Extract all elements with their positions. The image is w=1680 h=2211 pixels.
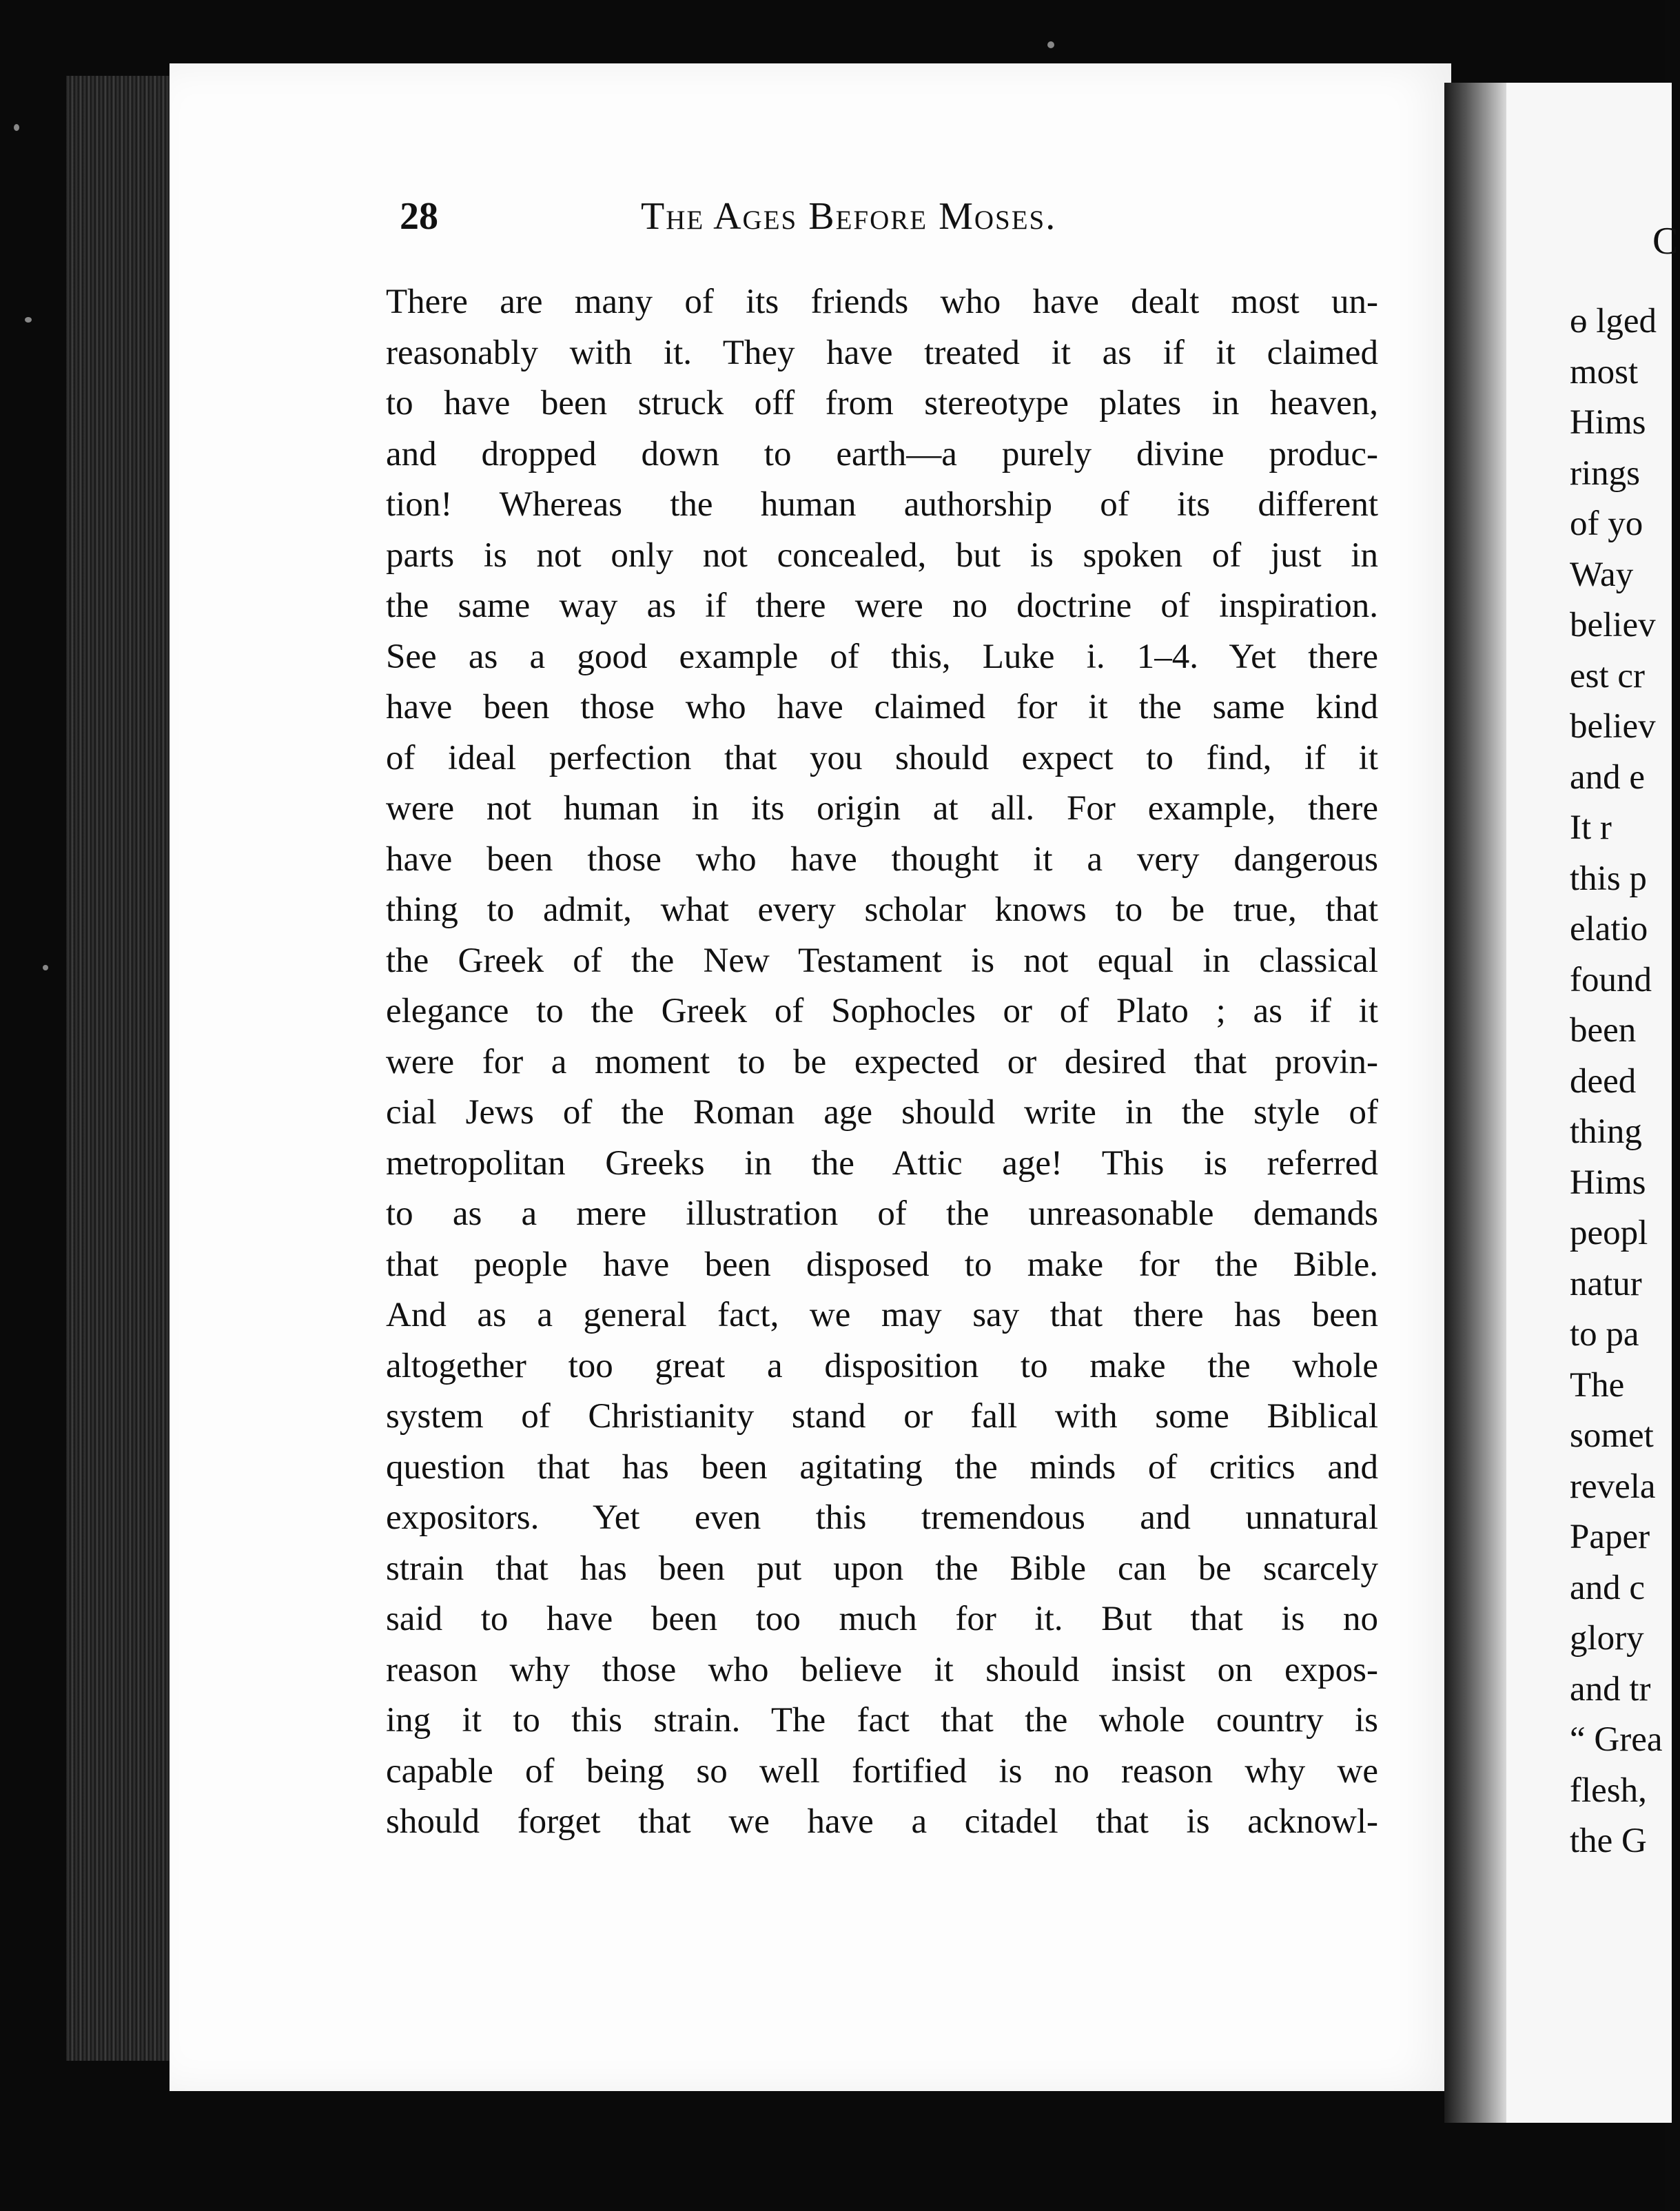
text-line: thing to admit, what every scholar knows to be true, that [386,890,1378,929]
page-number: 28 [400,195,438,238]
right-text-fragment: natur [1570,1264,1642,1303]
text-line: reasonably with it. They have treated it as if it claimed [386,333,1378,372]
right-running-head: C [1652,220,1679,263]
text-line: to as a mere illustration of the unreasonable demands [386,1194,1378,1233]
right-text-fragment: “ Grea [1570,1720,1663,1759]
dust-speck [25,317,32,323]
text-line: metropolitan Greeks in the Attic age! This is referred [386,1143,1378,1183]
text-line: parts is not only not concealed, but is spoken of just in [386,536,1378,575]
text-line: were for a moment to be expected or desired that provin- [386,1042,1378,1081]
text-line: tion! Whereas the human authorship of its different [386,485,1378,524]
right-text-fragment: flesh, [1570,1771,1647,1810]
text-line: And as a general fact, we may say that there has been [386,1296,1378,1334]
right-text-fragment: ɵ lged [1570,302,1657,340]
right-text-fragment: Hims [1570,1163,1646,1202]
right-text-fragment: the G [1570,1822,1647,1860]
right-text-fragment: Way [1570,555,1634,594]
right-text-fragment: Paper [1570,1518,1650,1556]
text-line: There are many of its friends who have dealt most un- [386,283,1378,321]
right-text-fragment: deed [1570,1061,1637,1101]
right-text-fragment: found [1570,960,1652,999]
running-title: The Ages Before Moses. [641,195,1057,238]
text-line: system of Christianity stand or fall with some Biblical [386,1397,1378,1436]
right-text-fragment: and c [1570,1568,1646,1607]
text-line: were not human in its origin at all. For example, there [386,789,1378,828]
text-line: and dropped down to earth—a purely divine produc- [386,434,1378,473]
text-line: should forget that we have a citadel that is acknowl- [386,1802,1378,1841]
right-text-fragment: thing [1570,1112,1642,1151]
text-line: cial Jews of the Roman age should write in the style of [386,1093,1378,1132]
text-line: elegance to the Greek of Sophocles or of Plato ; as if it [386,992,1378,1030]
dust-speck [43,965,48,970]
text-line: reason why those who believe it should insist on expos- [386,1650,1378,1689]
text-line: the Greek of the New Testament is not equal in classical [386,941,1378,980]
right-text-fragment: rings [1570,454,1640,493]
book-gutter [1444,83,1506,2123]
right-text-fragment: Hims [1570,403,1646,442]
text-line: the same way as if there were no doctrine of inspiration. [386,587,1378,625]
body-text [386,277,1378,1848]
right-text-fragment: elatio [1570,910,1648,948]
dust-speck [1047,41,1054,48]
text-line: of ideal perfection that you should expect to find, if it [386,738,1378,777]
right-text-fragment: somet [1570,1416,1654,1455]
text-line: capable of being so well fortified is no reason why we [386,1751,1378,1791]
right-text-fragment: and e [1570,757,1646,797]
right-text-fragment: revela [1570,1467,1656,1506]
text-line: question that has been agitating the minds of critics and [386,1447,1378,1487]
dust-speck [14,124,19,131]
text-line: expositors. Yet even this tremendous and unnatural [386,1498,1378,1537]
right-text-fragment: of yo [1570,505,1643,543]
right-text-fragment: been [1570,1011,1637,1050]
text-line: strain that has been put upon the Bible can be scarcely [386,1549,1378,1588]
right-text-fragment: most [1570,352,1639,391]
text-line: have been those who have claimed for it the same kind [386,688,1378,726]
page-edge-stack [66,76,170,2061]
text-line: have been those who have thought it a very dangerous [386,839,1378,879]
text-line: altogether too great a disposition to make the whole [386,1346,1378,1385]
right-text-fragment: est cr [1570,656,1646,695]
right-text-fragment: glory [1570,1619,1644,1658]
text-line: that people have been disposed to make for the Bible. [386,1245,1378,1284]
right-text-fragment: believ [1570,707,1656,746]
text-line: See as a good example of this, Luke i. 1–4. Yet there [386,637,1378,676]
right-text-fragment: believ [1570,606,1656,644]
right-text-fragment: It r [1570,808,1612,847]
text-line: said to have been too much for it. But that is no [386,1600,1378,1638]
text-line: to have been struck off from stereotype plates in heaven, [386,384,1378,422]
text-line: ing it to this strain. The fact that the whole country is [386,1701,1378,1740]
right-text-fragment: The [1570,1365,1625,1405]
right-text-fragment: this p [1570,859,1647,898]
right-page-text [1570,296,1680,1867]
right-text-fragment: to pa [1570,1315,1639,1354]
right-text-fragment: and tr [1570,1669,1651,1709]
right-text-fragment: peopl [1570,1214,1648,1252]
